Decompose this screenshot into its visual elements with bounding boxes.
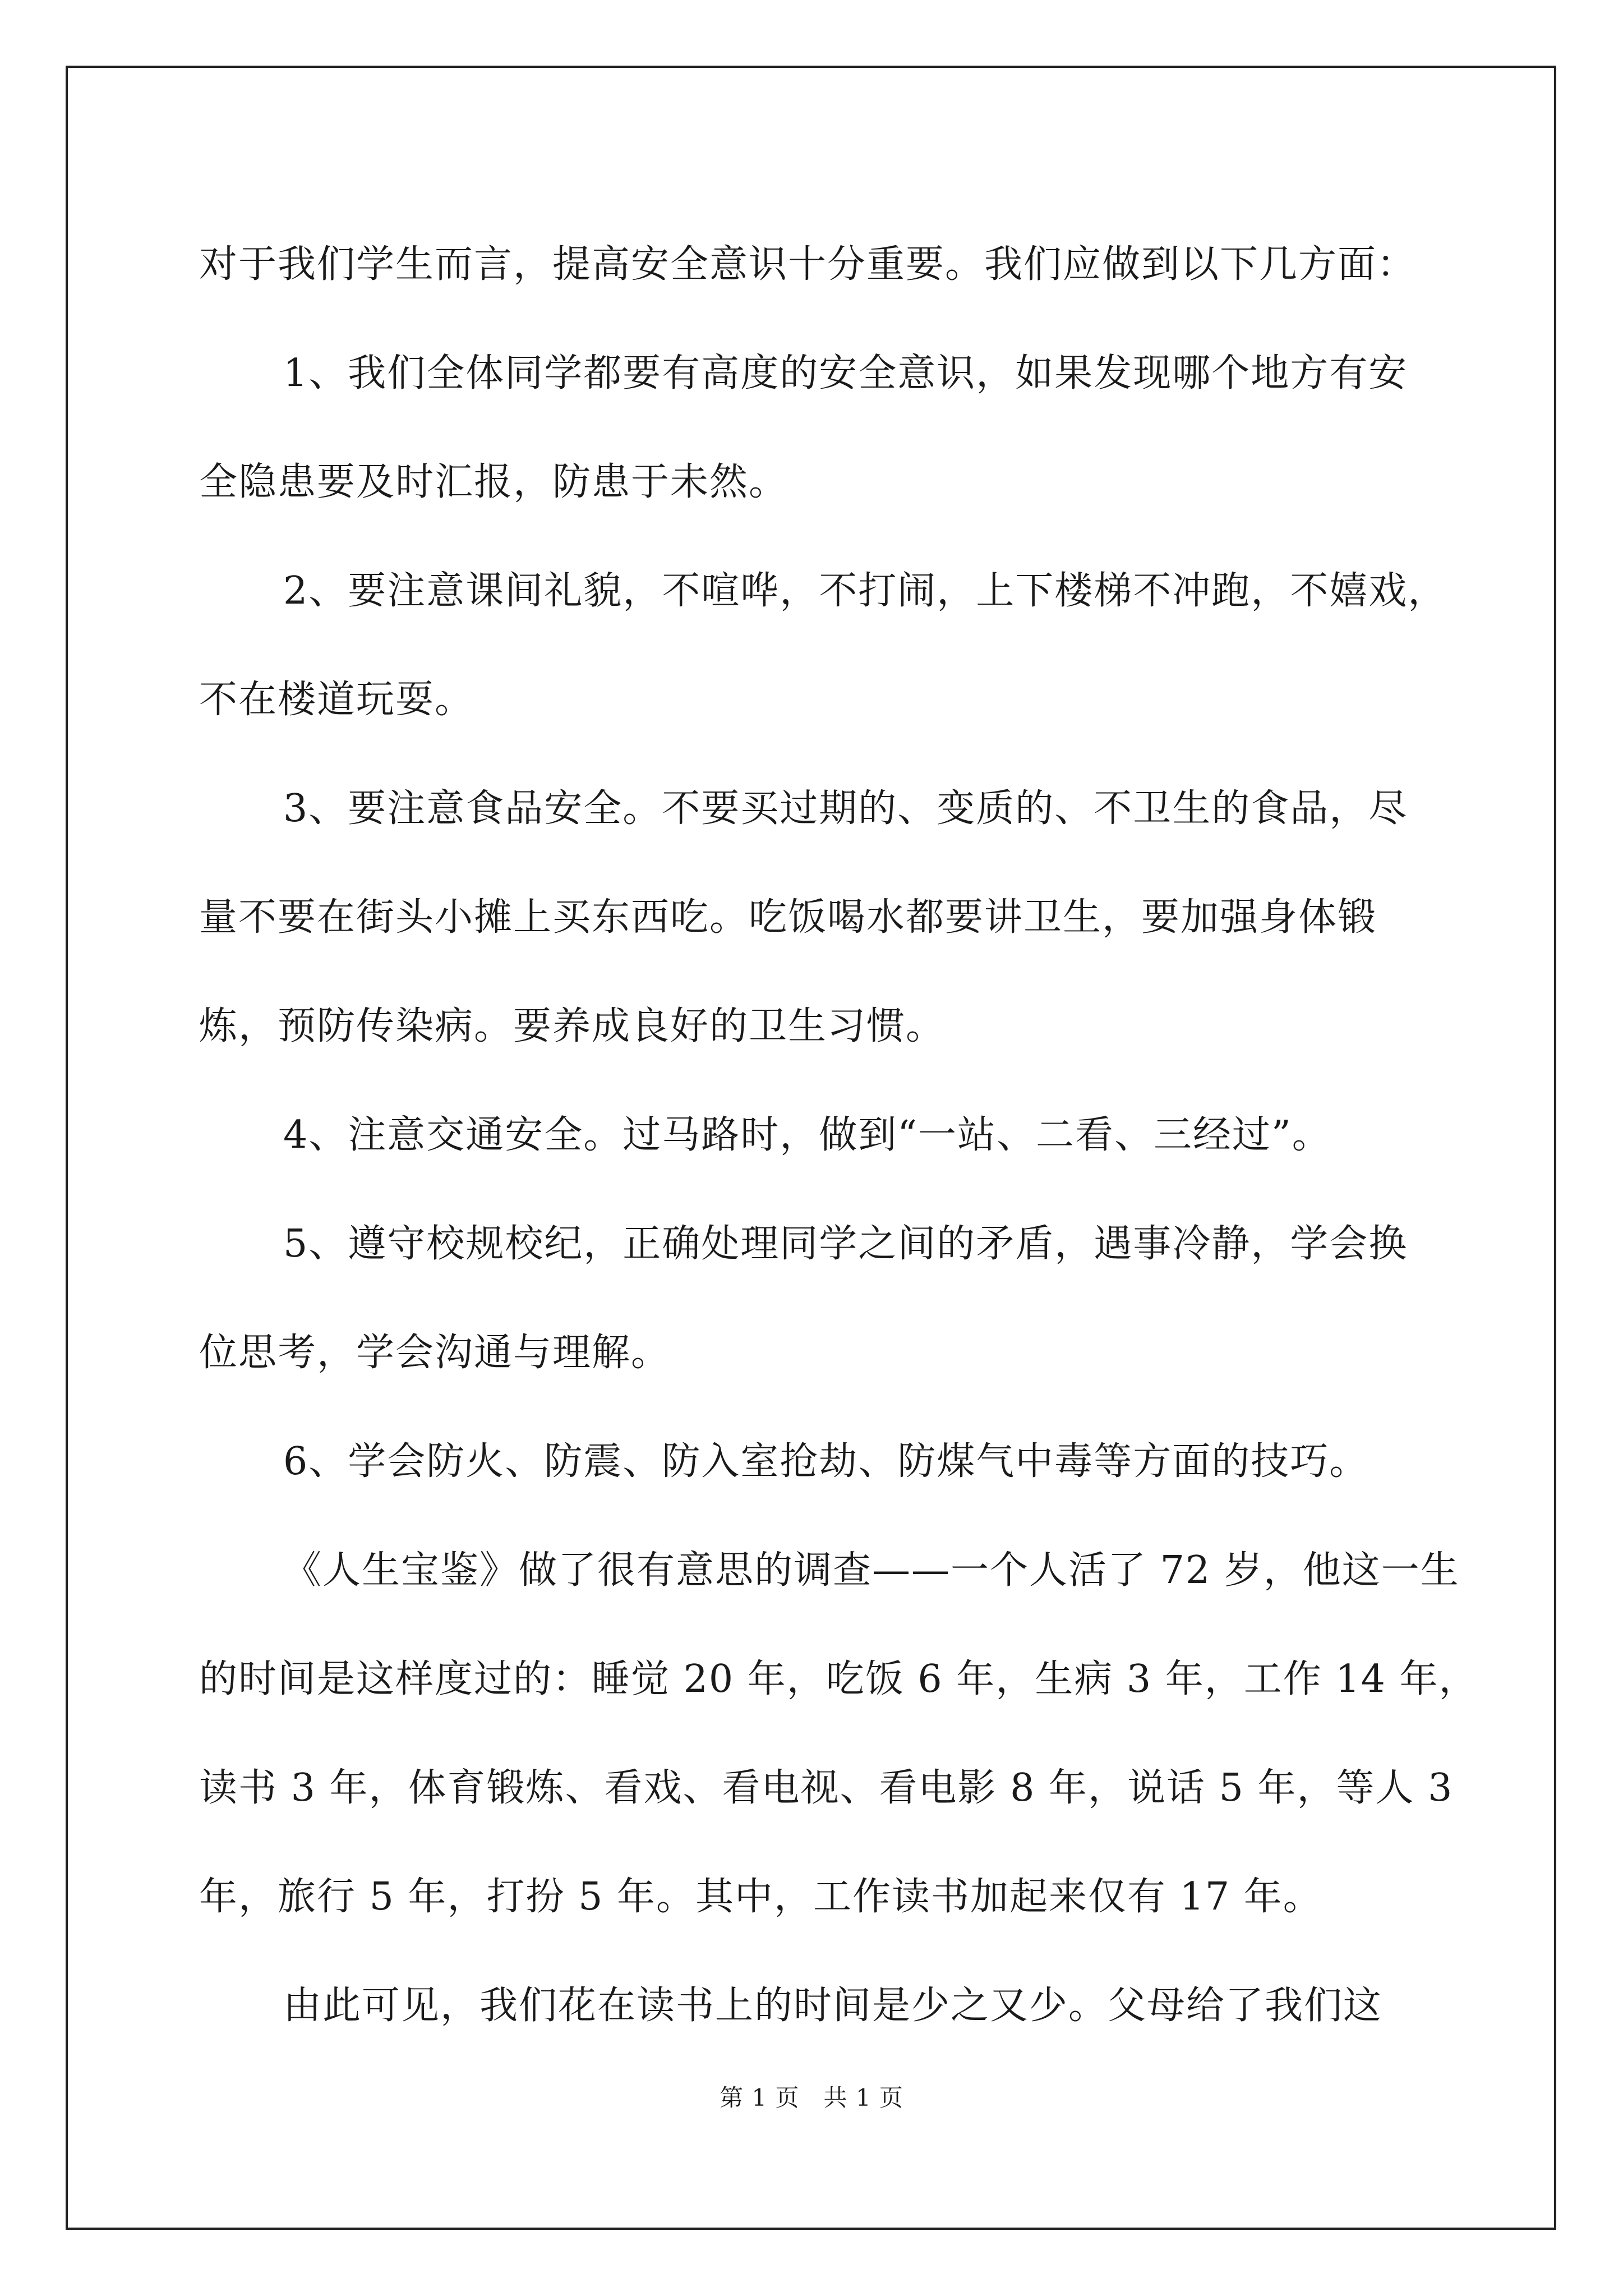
- body-line: 的时间是这样度过的：睡觉 20 年，吃饭 6 年，生病 3 年，工作 14 年，: [199, 1657, 1478, 1701]
- body-line: 炼，预防传染病。要养成良好的卫生习惯。: [199, 1004, 946, 1048]
- body-line: 4、注意交通安全。过马路时，做到“一站、二看、三经过”。: [283, 1113, 1331, 1157]
- body-line: 全隐患要及时汇报，防患于未然。: [199, 460, 789, 504]
- body-line: 《人生宝鉴》做了很有意思的调查——一个人活了 72 岁，他这一生: [283, 1548, 1460, 1593]
- body-line: 年，旅行 5 年，打扮 5 年。其中，工作读书加起来仅有 17 年。: [199, 1875, 1322, 1919]
- body-line: 量不要在街头小摊上买东西吃。吃饭喝水都要讲卫生，要加强身体锻: [199, 895, 1377, 940]
- body-line: 2、要注意课间礼貌，不喧哗，不打闹，上下楼梯不冲跑，不嬉戏，: [283, 569, 1447, 613]
- body-line: 6、学会防火、防震、防入室抢劫、防煤气中毒等方面的技巧。: [283, 1439, 1369, 1484]
- page-footer: 第 1 页 共 1 页: [720, 2084, 903, 2111]
- body-line: 对于我们学生而言，提高安全意识十分重要。我们应做到以下几方面：: [199, 242, 1417, 287]
- document-body: [199, 210, 1478, 2060]
- body-line: 1、我们全体同学都要有高度的安全意识，如果发现哪个地方有安: [283, 351, 1408, 395]
- body-line: 读书 3 年，体育锻炼、看戏、看电视、看电影 8 年，说话 5 年，等人 3: [199, 1766, 1454, 1810]
- body-line: 不在楼道玩耍。: [199, 678, 474, 722]
- body-line: 位思考，学会沟通与理解。: [199, 1331, 671, 1375]
- body-line: 3、要注意食品安全。不要买过期的、变质的、不卫生的食品，尽: [283, 786, 1408, 831]
- body-line: 由此可见，我们花在读书上的时间是少之又少。父母给了我们这: [283, 1984, 1383, 2028]
- body-line: 5、遵守校规校纪，正确处理同学之间的矛盾，遇事冷静，学会换: [283, 1222, 1408, 1266]
